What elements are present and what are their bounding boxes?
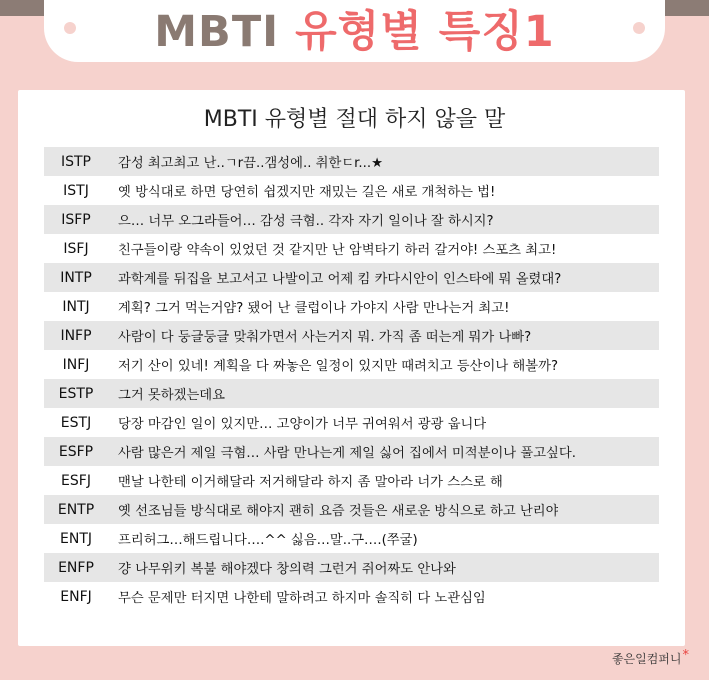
mbti-type-code: INFP xyxy=(60,327,92,344)
mbti-type-statement: 사람 많은거 제일 극혐… 사람 만나는게 제일 싫어 집에서 미적분이나 풀고싶다. xyxy=(118,446,576,461)
mbti-type-statement: 감성 최고최고 난..ㄱr끔..갬성에.. 취한ㄷr...★ xyxy=(118,156,384,171)
brand-logo xyxy=(612,650,689,667)
list-item xyxy=(44,321,659,350)
list-item xyxy=(44,553,659,582)
mbti-type-statement: 옛 방식대로 하면 당연히 쉽겠지만 재밌는 길은 새로 개척하는 법! xyxy=(118,185,496,200)
mbti-type-code: ESTJ xyxy=(60,414,92,431)
mbti-type-code: INTJ xyxy=(62,298,90,315)
mbti-type-code: ENTJ xyxy=(60,530,92,547)
mbti-type-code: ISTP xyxy=(60,153,91,170)
mbti-type-code: INTP xyxy=(60,269,92,286)
mbti-type-statement: 무슨 문제만 터지면 나한테 말하려고 하지마 솔직히 다 노관심임 xyxy=(118,591,486,606)
mbti-type-code: ENTP xyxy=(57,501,95,518)
decorative-dot-left xyxy=(64,22,76,34)
brand-name: 좋은일컴퍼니 xyxy=(611,652,682,666)
list-item xyxy=(44,437,659,466)
list-item xyxy=(44,524,659,553)
page-title xyxy=(154,6,555,57)
mbti-type-statement: 저기 산이 있네! 계획을 다 짜놓은 일정이 있지만 때려치고 등산이나 해볼까? xyxy=(118,359,558,374)
mbti-type-code: ISTJ xyxy=(63,182,89,199)
mbti-type-statement: 프리허그…해드립니다….^^ 싫음…말..구….(쭈굴) xyxy=(118,533,418,548)
mbti-type-statement: 맨날 나한테 이거해달라 저거해달라 하지 좀 말아라 너가 스스로 해 xyxy=(118,475,503,490)
list-item xyxy=(44,263,659,292)
card-title: MBTI 유형별 절대 하지 않을 말 xyxy=(203,107,506,132)
brand-star-icon: * xyxy=(682,648,689,663)
page-title-subtitle: 유형별 특징1 xyxy=(295,6,555,57)
list-item xyxy=(44,292,659,321)
mbti-type-statement: 으… 너무 오그라들어… 감성 극혐.. 각자 자기 일이나 잘 하시지? xyxy=(118,214,494,229)
mbti-type-code: ESFJ xyxy=(61,472,91,489)
mbti-type-code: ESTP xyxy=(58,385,94,402)
mbti-type-statement: 당장 마감인 일이 있지만… 고양이가 너무 귀여워서 광광 웁니다 xyxy=(118,417,487,432)
mbti-type-code: ESFP xyxy=(58,443,94,460)
mbti-type-statement: 걍 나무위키 복불 해야겠다 창의력 그런거 쥐어짜도 안나와 xyxy=(118,562,456,577)
mbti-list xyxy=(44,147,659,611)
list-item xyxy=(44,379,659,408)
list-item xyxy=(44,205,659,234)
list-item xyxy=(44,147,659,176)
mbti-type-statement: 그거 못하겠는데요 xyxy=(118,388,225,403)
decorative-dot-right xyxy=(633,22,645,34)
title-banner xyxy=(44,0,665,62)
list-item xyxy=(44,350,659,379)
mbti-type-statement: 과학계를 뒤집을 보고서고 나발이고 어제 킴 카다시안이 인스타에 뭐 올렸대? xyxy=(118,272,562,287)
mbti-type-statement: 사람이 다 둥글둥글 맞춰가면서 사는거지 뭐. 가직 좀 떠는게 뭐가 나빠? xyxy=(118,330,532,345)
list-item xyxy=(44,495,659,524)
mbti-type-statement: 옛 선조님들 방식대로 해야지 괜히 요즘 것들은 새로운 방식으로 하고 난리야 xyxy=(118,504,559,519)
page-title-mbti: MBTI xyxy=(154,6,296,57)
list-item xyxy=(44,466,659,495)
list-item xyxy=(44,234,659,263)
list-item xyxy=(44,582,659,611)
list-item xyxy=(44,176,659,205)
mbti-type-statement: 친구들이랑 약속이 있었던 것 같지만 난 암벽타기 하러 갈거야! 스포츠 최고! xyxy=(118,243,557,258)
mbti-type-code: ENFJ xyxy=(60,588,92,605)
mbti-type-code: ISFJ xyxy=(63,240,89,257)
mbti-type-code: INFJ xyxy=(62,356,90,373)
mbti-type-statement: 계획? 그거 먹는거얌? 됐어 난 클럽이나 가야지 사람 만나는거 최고! xyxy=(118,301,510,316)
mbti-type-code: ISFP xyxy=(61,211,91,228)
list-item xyxy=(44,408,659,437)
mbti-type-code: ENFP xyxy=(58,559,94,576)
